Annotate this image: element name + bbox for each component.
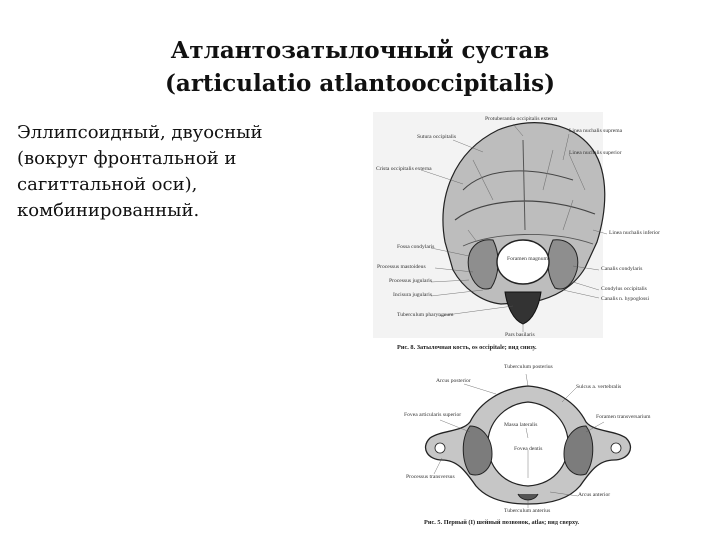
label-incisura: Incisura jugularis — [393, 292, 432, 298]
label-condylus: Condylus occipitalis — [601, 286, 647, 292]
description-line-1: Эллипсоидный, двуосный — [17, 122, 263, 143]
label-foramen-transversarium: Foramen transversarium — [596, 414, 651, 420]
label-protuberantia: Protuberantia occipitalis externa — [485, 116, 558, 122]
title-line-1: Атлантозатылочный сустав — [170, 37, 550, 64]
label-crista: Crista occipitalis externa — [376, 166, 432, 172]
label-processus-transversus: Processus transversus — [406, 474, 455, 480]
label-fovea-articularis: Fovea articularis superior — [404, 412, 462, 418]
label-tuberculum-anterius: Tuberculum anterius — [504, 508, 551, 514]
label-arcus-posterior: Arcus posterior — [436, 378, 471, 384]
figure-caption-skull: Рис. 8. Затылочная кость, os occipitale; вид снизу. — [397, 344, 537, 351]
label-canalis-hypoglossi: Canalis n. hypoglossi — [601, 296, 650, 302]
title-line-2: (articulatio atlantooccipitalis) — [165, 70, 555, 97]
label-linea-superior: Linea nuchalis superior — [569, 150, 622, 156]
description-line-3: сагиттальной оси), — [17, 174, 198, 195]
label-pars-basilaris: Pars basilaris — [505, 332, 535, 338]
label-processus-jugularis: Processus jugularis — [389, 278, 433, 284]
label-sutura: Sutura occipitalis — [417, 134, 456, 140]
label-foramen-magnum: Foramen magnum — [507, 256, 548, 262]
label-sulcus: Sulcus a. vertebralis — [576, 384, 622, 390]
label-processus-mastoideus: Processus mastoideus — [377, 264, 426, 270]
label-linea-inferior: Linea nuchalis inferior — [609, 230, 660, 236]
label-fovea-dentis: Fovea dentis — [514, 446, 543, 452]
label-tuberculum-pharyngeum: Tuberculum pharyngeum — [397, 312, 454, 318]
label-fossa-condylaris: Fossa condylaris — [397, 244, 435, 250]
label-arcus-anterior: Arcus anterior — [578, 492, 611, 498]
atlas-vertebra-figure — [400, 362, 652, 532]
label-tuberculum-posterius: Tuberculum posterius — [504, 364, 553, 370]
label-massa-lateralis: Massa lateralis — [504, 422, 538, 428]
occipital-bone-figure — [373, 110, 673, 360]
figure-caption-atlas: Рис. 5. Первый (I) шейный позвонок, atlas; вид сверху. — [424, 519, 580, 526]
description-line-2: (вокруг фронтальной и — [17, 148, 237, 169]
slide-title — [60, 34, 660, 100]
description-line-4: комбинированный. — [17, 200, 200, 221]
description-text — [17, 120, 357, 224]
label-canalis-condylaris: Canalis condylaris — [601, 266, 643, 272]
label-linea-suprema: Linea nuchalis suprema — [569, 128, 623, 134]
